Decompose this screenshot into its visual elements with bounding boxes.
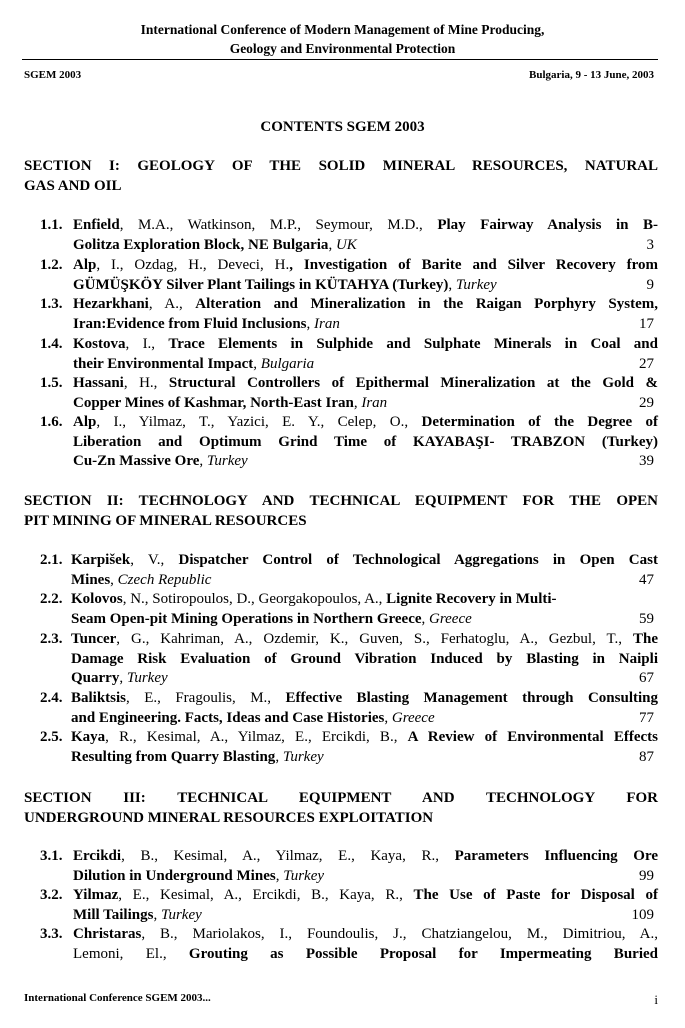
conference-title xyxy=(0,20,685,58)
entry-coauthors: , H., xyxy=(123,375,169,391)
entry-country: Iran xyxy=(314,315,340,332)
header-right-label: Bulgaria, 9 - 13 June, 2003 xyxy=(529,69,654,81)
entry-line xyxy=(73,216,658,236)
entry-country: UK xyxy=(335,236,357,253)
entry-country: Turkey xyxy=(283,867,325,884)
entry-line xyxy=(73,413,658,433)
entry-coauthors: , G., Kahriman, A., Ozdemir, K., Guven, S., Ferhatoglu, A., Gezbul, T., xyxy=(116,631,633,647)
entry-coauthors: , R., Kesimal, A., Yilmaz, E., Ercikdi, B., xyxy=(105,729,408,745)
entry-line: Golitza Exploration Block, NE Bulgaria, UK xyxy=(73,236,357,253)
entry-line: Mill Tailings, Turkey xyxy=(73,906,202,923)
contents-entry[interactable] xyxy=(40,728,658,767)
entry-coauthors: , B., Kesimal, A., Yilmaz, E., Kaya, R., xyxy=(121,848,455,864)
entry-number: 3.1. xyxy=(40,848,63,864)
entry-number: 2.2. xyxy=(40,591,63,607)
entry-page-number: 9 xyxy=(646,276,654,293)
footer-label: International Conference SGEM 2003... xyxy=(24,992,211,1004)
contents-entry[interactable] xyxy=(40,413,658,472)
section-heading-line: PIT MINING OF MINERAL RESOURCES xyxy=(24,513,307,529)
entry-line: Cu-Zn Massive Ore, Turkey xyxy=(73,453,248,470)
entry-title: Play Fairway Analysis in B- xyxy=(437,217,658,233)
entry-page-number: 77 xyxy=(639,709,654,726)
entry-coauthors: Lemoni, El., xyxy=(73,945,189,962)
entry-title: The xyxy=(632,631,658,647)
contents-entry[interactable] xyxy=(40,335,658,374)
entry-number: 3.2. xyxy=(40,887,63,903)
entry-page-number: 47 xyxy=(639,571,654,588)
entry-country: Bulgaria xyxy=(260,355,315,372)
entry-author: Enfield xyxy=(73,217,120,233)
entry-number: 2.5. xyxy=(40,729,63,745)
entry-page-number: 99 xyxy=(639,867,654,884)
contents-entry[interactable] xyxy=(40,886,658,925)
entry-title: Cu-Zn Massive Ore xyxy=(73,453,200,470)
header-divider xyxy=(22,59,658,60)
entry-line: their Environmental Impact, Bulgaria xyxy=(73,355,315,372)
entry-country: Czech Republic xyxy=(117,571,212,588)
section-heading-1 xyxy=(24,156,658,196)
entry-title: Determination of the Degree of xyxy=(421,414,658,430)
entry-line xyxy=(73,847,658,867)
entry-line: Iran:Evidence from Fluid Inclusions, Iran xyxy=(73,315,340,332)
entry-number: 2.3. xyxy=(40,631,63,647)
entry-page-number: 3 xyxy=(646,236,654,253)
entry-title: Structural Controllers of Epithermal Mineralization at the Gold & xyxy=(168,375,658,391)
entry-line xyxy=(71,650,658,670)
entry-country: Greece xyxy=(429,610,472,627)
entry-author: Alp xyxy=(73,257,97,273)
entry-page-number: 39 xyxy=(639,453,654,470)
entry-line xyxy=(73,256,658,276)
entry-title: The Use of Paste for Disposal of xyxy=(413,887,658,903)
entry-title: Damage Risk Evaluation of Ground Vibration Induced by Blasting in Naipli xyxy=(71,650,658,667)
entry-line xyxy=(71,551,658,571)
entry-line xyxy=(73,925,658,945)
entry-number: 2.4. xyxy=(40,690,63,706)
entry-author: Baliktsis xyxy=(71,690,127,706)
entry-title: GÜMÜŞKÖY Silver Plant Tailings in KÜTAHYA (Turkey) xyxy=(73,276,449,293)
section-heading-line: SECTION II: TECHNOLOGY AND TECHNICAL EQUIPMENT FOR THE OPEN xyxy=(24,493,658,509)
entry-title: and Engineering. Facts, Ideas and Case Histories xyxy=(71,709,385,726)
contents-entry[interactable] xyxy=(40,295,658,334)
entry-coauthors: , I., Yilmaz, T., Yazici, E. Y., Celep, O., xyxy=(96,414,422,430)
contents-entry[interactable] xyxy=(40,374,658,413)
entry-coauthors: , E., Fragoulis, M., xyxy=(126,690,286,706)
entry-country: Greece xyxy=(391,709,435,726)
entry-line: Mines, Czech Republic xyxy=(71,571,212,588)
entry-line: Dilution in Underground Mines, Turkey xyxy=(73,867,325,884)
contents-title: CONTENTS SGEM 2003 xyxy=(260,119,425,135)
entry-country: Turkey xyxy=(282,748,324,765)
entry-coauthors: , A., xyxy=(148,296,196,312)
entry-page-number: 109 xyxy=(631,906,654,923)
entry-line: and Engineering. Facts, Ideas and Case Histories, Greece xyxy=(71,709,435,726)
entry-line xyxy=(71,630,658,650)
entry-title: Lignite Recovery in Multi- xyxy=(386,591,557,607)
section-heading-line: GAS AND OIL xyxy=(24,178,122,194)
entry-country: Turkey xyxy=(160,906,202,923)
entry-title: A Review of Environmental Effects xyxy=(407,729,658,745)
entry-line xyxy=(71,689,658,709)
entry-title: Resulting from Quarry Blasting xyxy=(71,748,276,765)
entry-number: 3.3. xyxy=(40,926,63,942)
page-footer xyxy=(24,992,660,1008)
entry-line: Quarry, Turkey xyxy=(71,670,168,687)
header-meta xyxy=(24,69,654,81)
entry-line: Seam Open-pit Mining Operations in Northern Greece, Greece xyxy=(71,610,472,627)
entry-number: 1.1. xyxy=(40,217,63,233)
entry-author: Christaras xyxy=(73,926,142,942)
entry-page-number: 17 xyxy=(639,315,654,332)
entry-author: Hassani xyxy=(73,375,124,391)
entry-number: 1.2. xyxy=(40,257,63,273)
entry-author: Alp xyxy=(73,414,97,430)
section-heading-3 xyxy=(24,788,658,828)
entry-author: Tuncer xyxy=(71,631,117,647)
entry-page-number: 87 xyxy=(639,748,654,765)
entry-page-number: 67 xyxy=(639,670,654,687)
entry-coauthors: , M.A., Watkinson, M.P., Seymour, M.D., xyxy=(119,217,438,233)
section-heading-line: SECTION I: GEOLOGY OF THE SOLID MINERAL RESOURCES, NATURAL xyxy=(24,158,658,174)
entry-title: Golitza Exploration Block, NE Bulgaria xyxy=(73,236,329,253)
header-left-label: SGEM 2003 xyxy=(24,69,82,81)
entry-title: Liberation and Optimum Grind Time of KAYABAŞI- TRABZON (Turkey) xyxy=(73,433,658,450)
entry-title: Effective Blasting Management through Consulting xyxy=(285,690,658,706)
entry-line xyxy=(71,728,658,748)
entry-page-number: 59 xyxy=(639,610,654,627)
entry-number: 1.3. xyxy=(40,296,63,312)
entry-title: Trace Elements in Sulphide and Sulphate Minerals in Coal and xyxy=(168,336,658,352)
entry-coauthors: , I., Ozdag, H., Deveci, H. xyxy=(96,257,290,273)
entry-line xyxy=(71,590,658,610)
entry-author: Karpišek xyxy=(71,552,131,568)
entry-country: Turkey xyxy=(206,453,248,470)
entry-number: 1.4. xyxy=(40,336,63,352)
entry-line xyxy=(73,295,658,315)
entry-number: 1.6. xyxy=(40,414,63,430)
entry-line: Copper Mines of Kashmar, North-East Iran, Iran xyxy=(73,394,388,411)
entry-title: Iran:Evidence from Fluid Inclusions xyxy=(73,315,307,332)
section-heading-line: UNDERGROUND MINERAL RESOURCES EXPLOITATION xyxy=(24,810,434,826)
conference-title-line1: International Conference of Modern Management of Mine Producing, xyxy=(140,22,545,37)
entry-page-number: 27 xyxy=(639,355,654,372)
entry-coauthors: , B., Mariolakos, I., Foundoulis, J., Chatziangelou, M., Dimitriou, A., xyxy=(141,926,658,942)
entry-title: Mill Tailings xyxy=(73,906,154,923)
entry-country: Turkey xyxy=(455,276,497,293)
entry-line xyxy=(73,433,658,453)
entry-title: Dilution in Underground Mines xyxy=(73,867,276,884)
entry-title: Mines xyxy=(71,571,111,588)
entry-page-number: 29 xyxy=(639,394,654,411)
entry-coauthors: , V., xyxy=(130,552,179,568)
entry-title: Grouting as Possible Proposal for Impermeating Buried xyxy=(188,945,658,962)
contents-entry[interactable] xyxy=(40,590,658,629)
contents-entry[interactable] xyxy=(40,689,658,728)
entry-title: Alteration and Mineralization in the Raigan Porphyry System, xyxy=(195,296,658,312)
contents-entry[interactable] xyxy=(40,551,658,590)
entry-line xyxy=(73,335,658,355)
entry-country: Turkey xyxy=(126,670,168,687)
contents-entry[interactable] xyxy=(40,216,658,255)
entry-title: Quarry xyxy=(71,670,120,687)
contents-entry[interactable] xyxy=(40,925,658,964)
entry-title: their Environmental Impact xyxy=(73,355,254,372)
entry-author: Kolovos xyxy=(71,591,123,607)
contents-entry[interactable] xyxy=(40,847,658,886)
entry-coauthors: , E., Kesimal, A., Ercikdi, B., Kaya, R., xyxy=(118,887,414,903)
contents-entry[interactable] xyxy=(40,256,658,295)
entry-line xyxy=(73,945,658,965)
entry-line: Resulting from Quarry Blasting, Turkey xyxy=(71,748,324,765)
entry-author: Ercikdi xyxy=(73,848,122,864)
entry-country: Iran xyxy=(361,394,388,411)
entry-line xyxy=(73,374,658,394)
entry-line xyxy=(73,886,658,906)
entry-number: 2.1. xyxy=(40,552,63,568)
entry-title: Parameters Influencing Ore xyxy=(454,848,658,864)
entry-title: , Investigation of Barite and Silver Recovery from xyxy=(289,257,658,273)
entry-author: Hezarkhani xyxy=(73,296,149,312)
footer-page-number: i xyxy=(654,992,658,1007)
entry-coauthors: , N., Sotiropoulos, D., Georgakopoulos, A., xyxy=(122,591,387,607)
contents-entry[interactable] xyxy=(40,630,658,689)
entry-title: Dispatcher Control of Technological Aggregations in Open Cast xyxy=(178,552,658,568)
entry-author: Kaya xyxy=(71,729,106,745)
section-heading-line: SECTION III: TECHNICAL EQUIPMENT AND TECHNOLOGY FOR xyxy=(24,790,658,806)
section-heading-2 xyxy=(24,491,658,531)
conference-title-line2: Geology and Environmental Protection xyxy=(229,41,456,56)
entry-title: Seam Open-pit Mining Operations in Northern Greece xyxy=(71,610,422,627)
entry-coauthors: , I., xyxy=(125,336,169,352)
entry-line: GÜMÜŞKÖY Silver Plant Tailings in KÜTAHYA (Turkey), Turkey xyxy=(73,276,497,293)
entry-author: Kostova xyxy=(73,336,126,352)
entry-number: 1.5. xyxy=(40,375,63,391)
entry-title: Copper Mines of Kashmar, North-East Iran xyxy=(73,394,354,411)
entry-author: Yilmaz xyxy=(73,887,119,903)
